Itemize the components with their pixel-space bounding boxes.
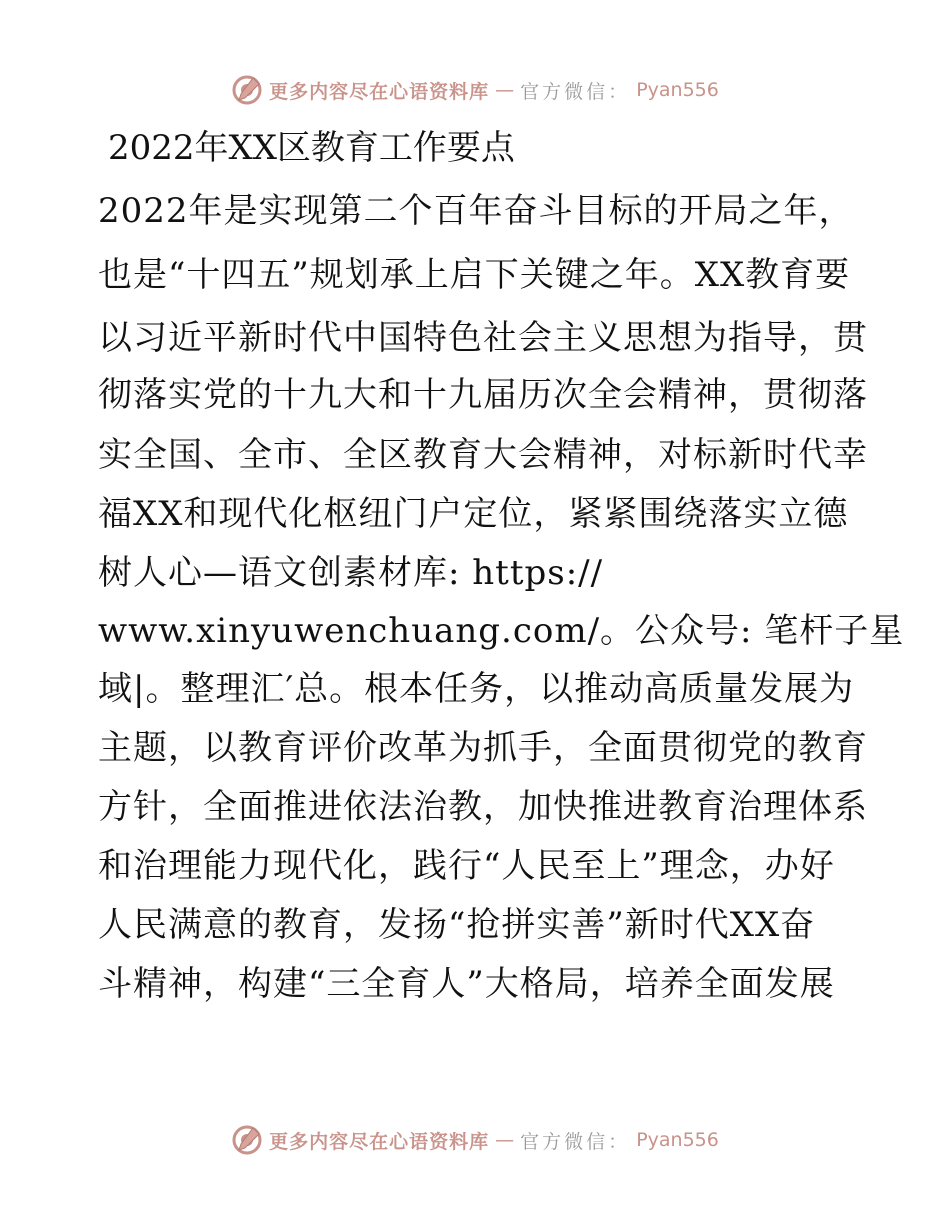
watermark-official-text: 官方微信： (520, 80, 631, 103)
body-line: www.xinyuwenchuang.com/。公众号: 笔杆子星 (98, 611, 905, 651)
watermark-separator: — (495, 1129, 515, 1151)
body-line: 以习近平新时代中国特色社会主义思想为指导，贯 (98, 318, 868, 358)
document-title: 2022年XX区教育工作要点 (108, 128, 515, 168)
watermark-separator: — (495, 79, 515, 101)
footer-watermark (0, 1120, 950, 1160)
body-line: 实全国、全市、全区教育大会精神，对标新时代幸 (98, 435, 868, 475)
body-line: 主题，以教育评价改革为抓手，全面贯彻党的教育 (98, 728, 868, 768)
pen-logo-icon (231, 74, 263, 106)
watermark-site-text: 更多内容尽在心语资料库 (269, 80, 490, 103)
body-line: 域|。整理汇′总。根本任务，以推动高质量发展为 (98, 669, 855, 709)
body-line: 树人心—语文创素材库: https:// (98, 553, 604, 593)
watermark-official-text: 官方微信： (520, 1130, 631, 1153)
body-line: 人民满意的教育，发扬“抢拼实善”新时代XX奋 (98, 905, 816, 945)
body-line: 斗精神，构建“三全育人”大格局，培养全面发展 (98, 964, 835, 1004)
body-line: 2022年是实现第二个百年奋斗目标的开局之年， (98, 191, 854, 231)
body-line: 彻落实党的十九大和十九届历次全会精神，贯彻落 (98, 375, 868, 415)
pen-logo-icon (231, 1124, 263, 1156)
body-line: 也是“十四五”规划承上启下关键之年。XX教育要 (98, 255, 851, 295)
header-watermark (0, 70, 950, 110)
watermark-wechat-id: Pyan556 (636, 79, 719, 101)
body-line: 福XX和现代化枢纽门户定位，紧紧围绕落实立德 (98, 494, 849, 534)
body-line: 方针，全面推进依法治教，加快推进教育治理体系 (98, 787, 868, 827)
watermark-wechat-id: Pyan556 (636, 1129, 719, 1151)
body-line: 和治理能力现代化，践行“人民至上”理念，办好 (98, 846, 835, 886)
watermark-site-text: 更多内容尽在心语资料库 (269, 1130, 490, 1153)
